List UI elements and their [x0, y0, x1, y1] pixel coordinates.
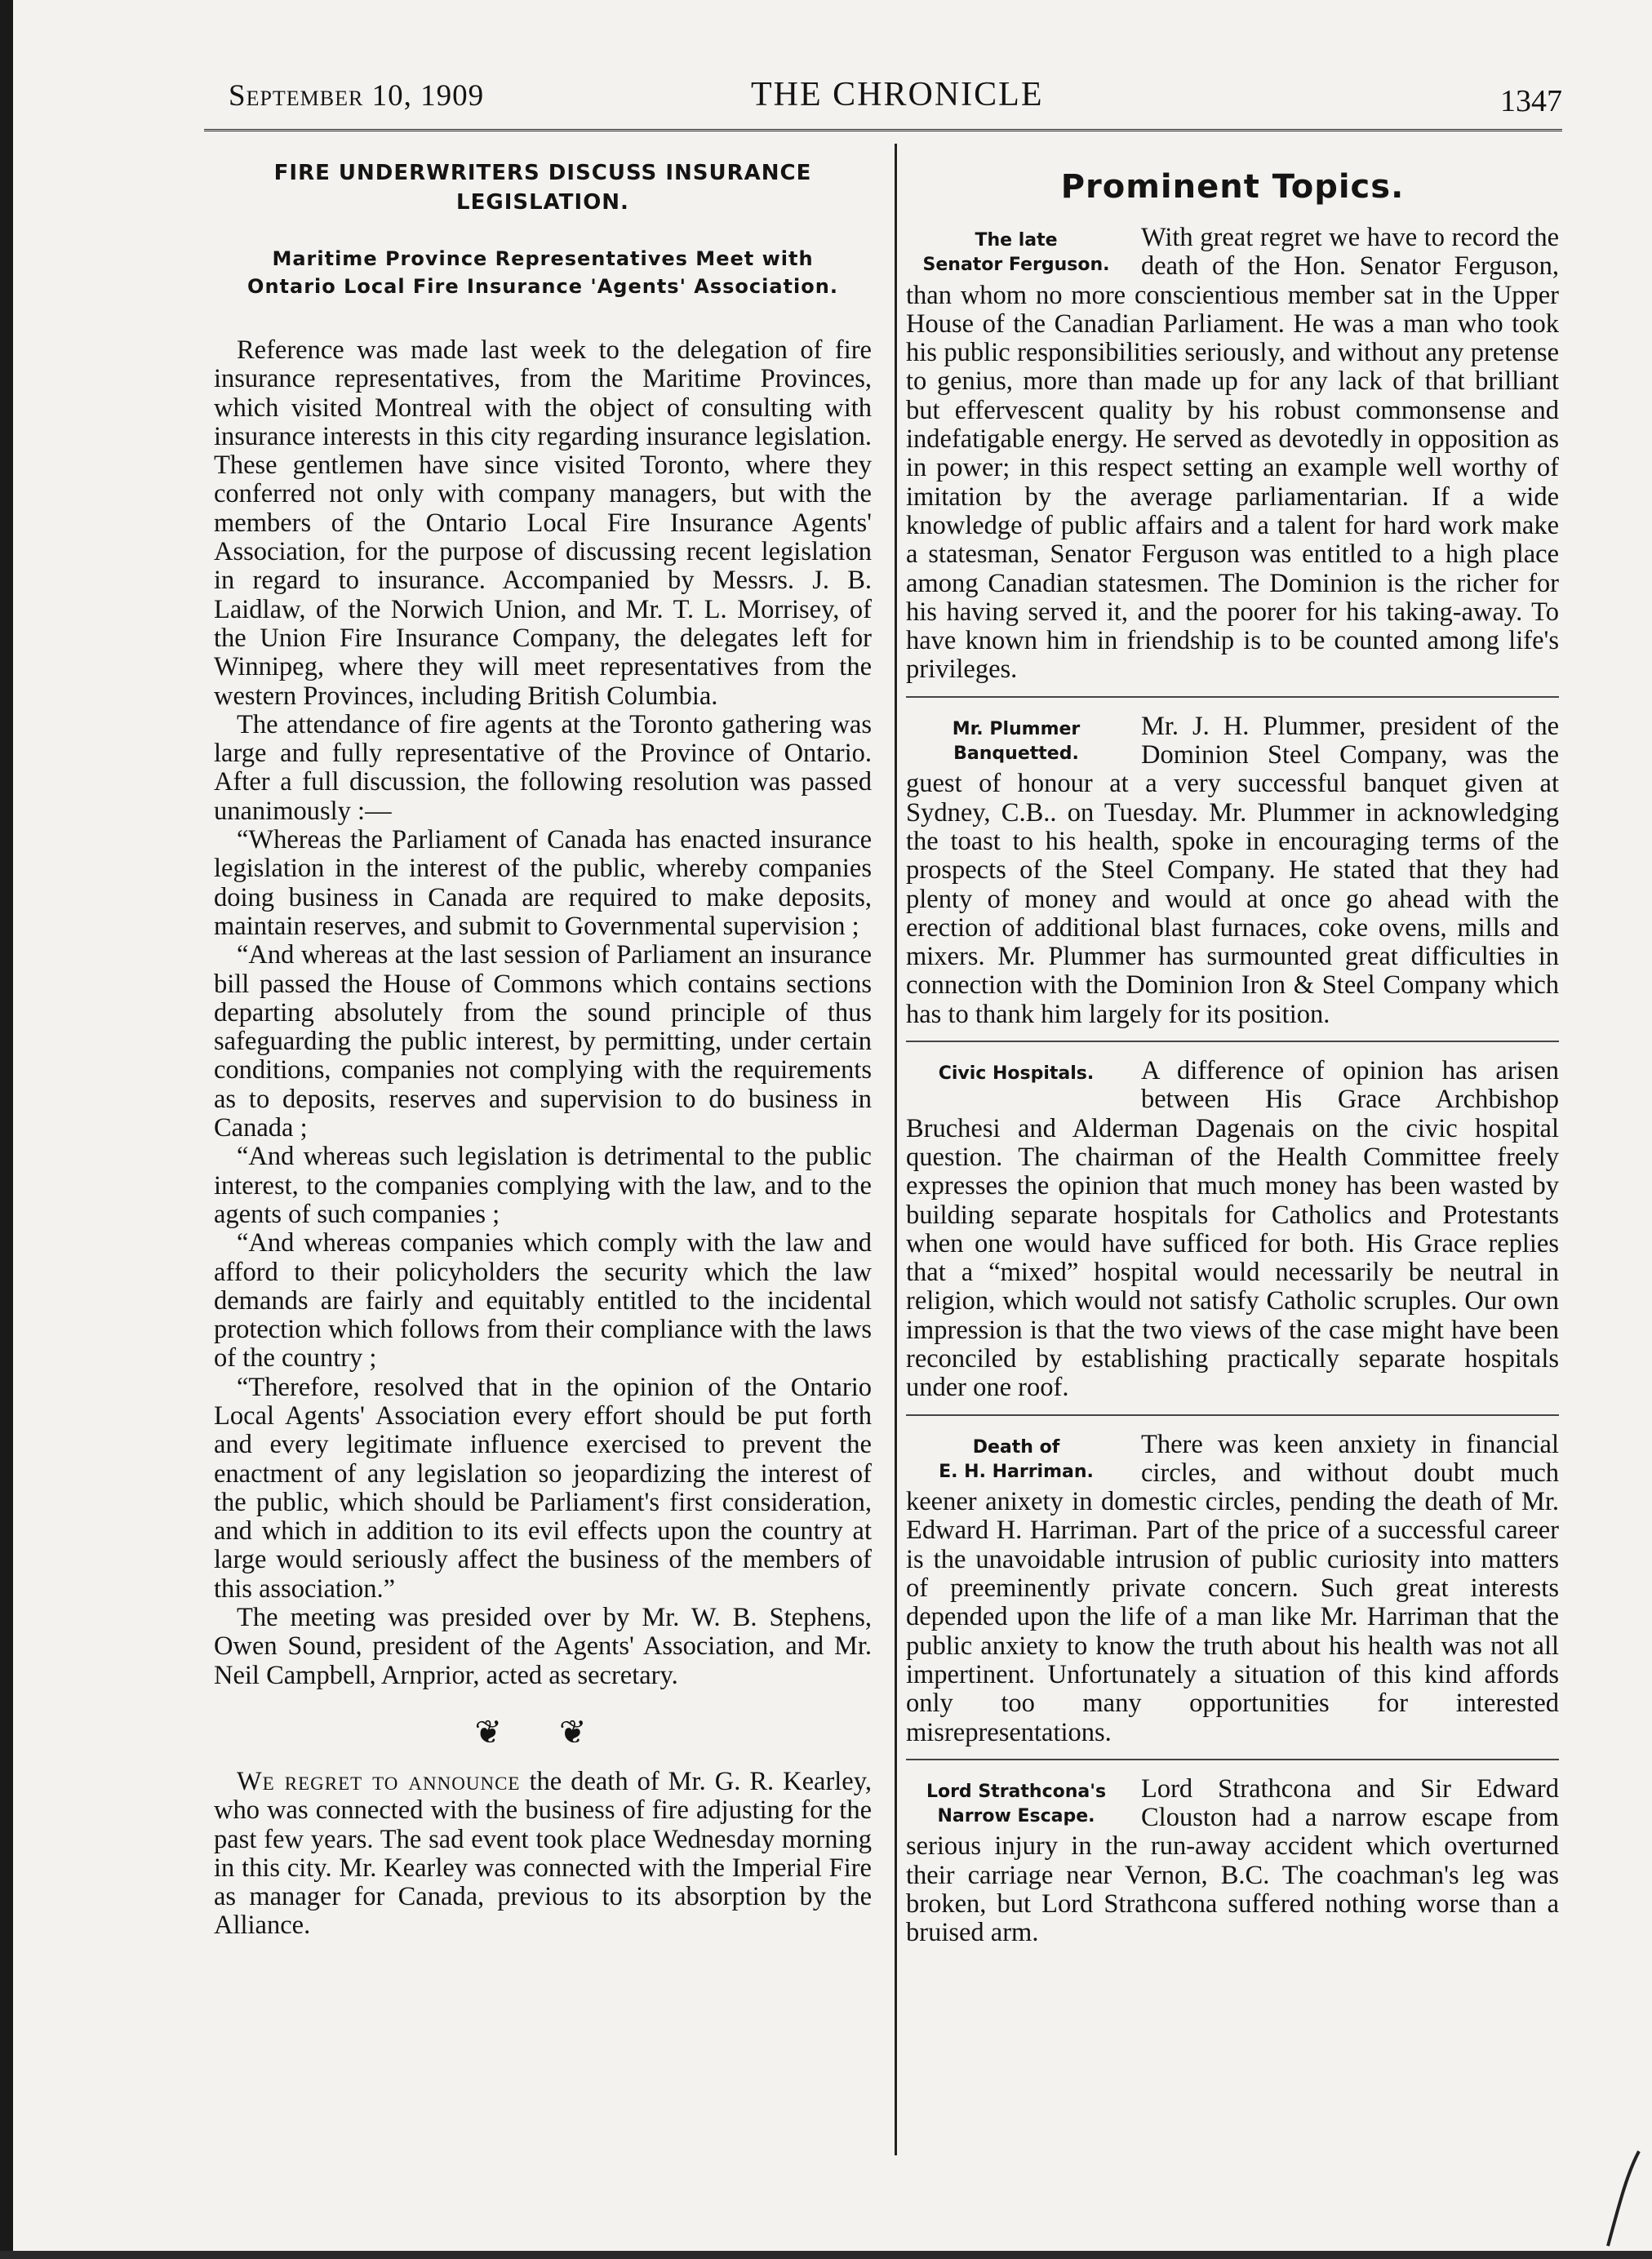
topic-sidehead [906, 712, 1126, 766]
topic-divider [906, 1759, 1559, 1760]
scan-edge-bottom [0, 2251, 1652, 2259]
ornament-divider: ❦ ❦ [474, 1713, 611, 1751]
page-header [229, 78, 1562, 127]
topic-divider [906, 1414, 1559, 1416]
sidehead-line: Death of [972, 1436, 1060, 1458]
topic-item [906, 712, 1559, 1029]
header-rule [204, 129, 1562, 131]
column-rule [895, 144, 897, 2155]
topic-item [906, 224, 1559, 685]
article-paragraph: The attendance of fire agents at the Toronto gathering was large and fully representative of the Province of Ontario. After a full discussion, the following resolution was passed unanimously :— [214, 709, 872, 826]
topic-text: There was keen anxiety in financial circles, and without doubt much keener anixety in domestic circles, pending the death of Mr. Edward H. Harriman. Part of the price of a successful career is the unavoidable intrusion of public curiosity into matters of preeminently private concern. Such great interests depended upon the life of a man like Mr. Harriman that the public anxiety to know the truth about his health was not all impertinent. Unfortunately a situation of this kind affords only too many opportunities for interested misrepresentations. [906, 1429, 1559, 1747]
topic-divider [906, 1041, 1559, 1042]
page-curl-mark [1598, 2150, 1647, 2248]
topic-sidehead [906, 224, 1126, 277]
article-subhead: Maritime Province Representatives Meet with Ontario Local Fire Insurance 'Agents' Association. [247, 247, 838, 298]
issue-date: September 10, 1909 [229, 79, 485, 113]
resolution-paragraph: “And whereas companies which comply with the law and afford to their policyholders the security which the law demands are fairly and equitably entitled to the incidental protection which follows from their compliance with the laws of the country ; [214, 1228, 872, 1374]
death-notice [214, 1768, 872, 1941]
left-column [214, 147, 872, 1941]
resolution-paragraph: “Therefore, resolved that in the opinion of the Ontario Local Agents' Association every effort should be put forth and every legitimate influence exercised to prevent the enactment of any legislation so jeopardizing the interest of the public, which should be Parliament's first consideration, and which in addition to its evil effects upon the country at large would seriously affect the business of the members of this association.” [214, 1372, 872, 1604]
sidehead-line: Narrow Escape. [937, 1805, 1095, 1826]
sidehead-line: Banquetted. [953, 743, 1079, 764]
sidehead-line: Senator Ferguson. [922, 255, 1110, 275]
death-notice-body: the death of Mr. G. R. Kearley, who was connected with the business of fire adjusting for the past few years. The sad event took place Wednesday morning in this city. Mr. Kearley was connected with the Imperial Fire as manager for Canada, previous to its absorption by the Alliance. [214, 1766, 872, 1941]
right-column [906, 147, 1559, 1948]
article-headline: FIRE UNDERWRITERS DISCUSS INSURANCE LEGISLATION. [273, 161, 812, 215]
topic-sidehead [906, 1431, 1126, 1485]
sidehead-line: Civic Hospitals. [938, 1063, 1095, 1085]
topic-text: Mr. J. H. Plummer, president of the Dominion Steel Company, was the guest of honour at a very successful banquet given at Sydney, C.B.. on Tuesday. Mr. Plummer in acknowledging the toast to his health, spoke in encouraging terms of the prospects of the Steel Company. He stated that they had plenty of money and would at once go ahead with the erection of additional blast furnaces, coke ovens, mills and mixers. Mr. Plummer has surmounted great difficulties in connection with the Dominion Iron & Steel Company which has to thank him largely for its position. [906, 711, 1559, 1029]
page-number: 1347 [1500, 84, 1562, 118]
topic-text: A difference of opinion has arisen between His Grace Archbishop Bruchesi and Alderman Dagenais on the civic hospital question. The chairman of the Health Committee freely expresses the opinion that much money has been wasted by building separate hospitals for Catholics and Protestants when one would have sufficed for both. His Grace replies that a “mixed” hospital would necessarily be neutral in religion, which would not satisfy Catholic scruples. Our own impression is that the two views of the case might have been reconciled by establishing practically separate hospitals under one roof. [906, 1056, 1559, 1403]
topic-text: Lord Strathcona and Sir Edward Clouston had a narrow escape from serious injury in the run-away accident which overturned their carriage near Vernon, B.C. The coachman's leg was broken, but Lord Strathcona suffered nothing worse than a bruised arm. [906, 1773, 1559, 1948]
publication-title: THE CHRONICLE [751, 76, 1044, 113]
resolution-paragraph: “Whereas the Parliament of Canada has enacted insurance legislation in the interest of the public, whereby companies doing business in Canada are required to make deposits, maintain reserves, and submit to Governmental supervision ; [214, 825, 872, 941]
sidehead-line: Mr. Plummer [952, 718, 1081, 739]
sidehead-line: The late [975, 230, 1058, 251]
scan-edge-left [0, 0, 13, 2259]
resolution-paragraph: “And whereas at the last session of Parliament an insurance bill passed the House of Commons which contains sections departing absolutely from the sound principle of thus safeguarding the public interest, by permitting, under certain conditions, companies not complying with the requirements as to deposits, reserves and supervision to do business in Canada ; [214, 940, 872, 1143]
topic-item [906, 1775, 1559, 1948]
topic-item [906, 1057, 1559, 1403]
article-paragraph: Reference was made last week to the delegation of fire insurance representatives, from the Maritime Provinces, which visited Montreal with the object of consulting with insurance interests in this city regarding insurance legislation. These gentlemen have since visited Toronto, where they conferred not only with company managers, but with the members of the Ontario Local Fire Insurance Agents' Association, for the purpose of discussing recent legislation in regard to insurance. Accompanied by Messrs. J. B. Laidlaw, of the Norwich Union, and Mr. T. L. Morrisey, of the Union Fire Insurance Company, the delegates left for Winnipeg, where they will meet representatives from the western Provinces, including British Columbia. [214, 335, 872, 711]
sidehead-line: Lord Strathcona's [926, 1781, 1107, 1802]
topic-sidehead [906, 1775, 1126, 1829]
topic-divider [906, 696, 1559, 698]
resolution-paragraph: “And whereas such legislation is detrimental to the public interest, to the companies complying with the law, and to the agents of such companies ; [214, 1142, 872, 1229]
topic-item [906, 1431, 1559, 1747]
sidehead-line: E. H. Harriman. [939, 1461, 1094, 1482]
article-paragraph: The meeting was presided over by Mr. W. B. Stephens, Owen Sound, president of the Agents' Association, and Mr. Neil Campbell, Arnprior, acted as secretary. [214, 1603, 872, 1690]
death-notice-lead: We regret to announce [237, 1766, 521, 1796]
topic-text: With great regret we have to record the death of the Hon. Senator Ferguson, than whom no more conscientious member sat in the Upper House of the Canadian Parliament. He was a man who took his public responsibilities seriously, and without any pretense to genius, more than made up for any lack of that brilliant but effervescent quality by his robust commonsense and indefatigable energy. He served as devotedly in opposition as in power; in this respect setting an example well worthy of imitation by the average parliamentarian. If a wide knowledge of public affairs and a talent for hard work make a statesman, Senator Ferguson was entitled to a high place among Canadian statesmen. The Dominion is the richer for his having served it, and the poorer for his taking-away. To have known him in friendship is to be counted among life's privileges. [906, 223, 1559, 685]
section-title: Prominent Topics. [1060, 168, 1405, 206]
topic-sidehead [906, 1057, 1126, 1086]
